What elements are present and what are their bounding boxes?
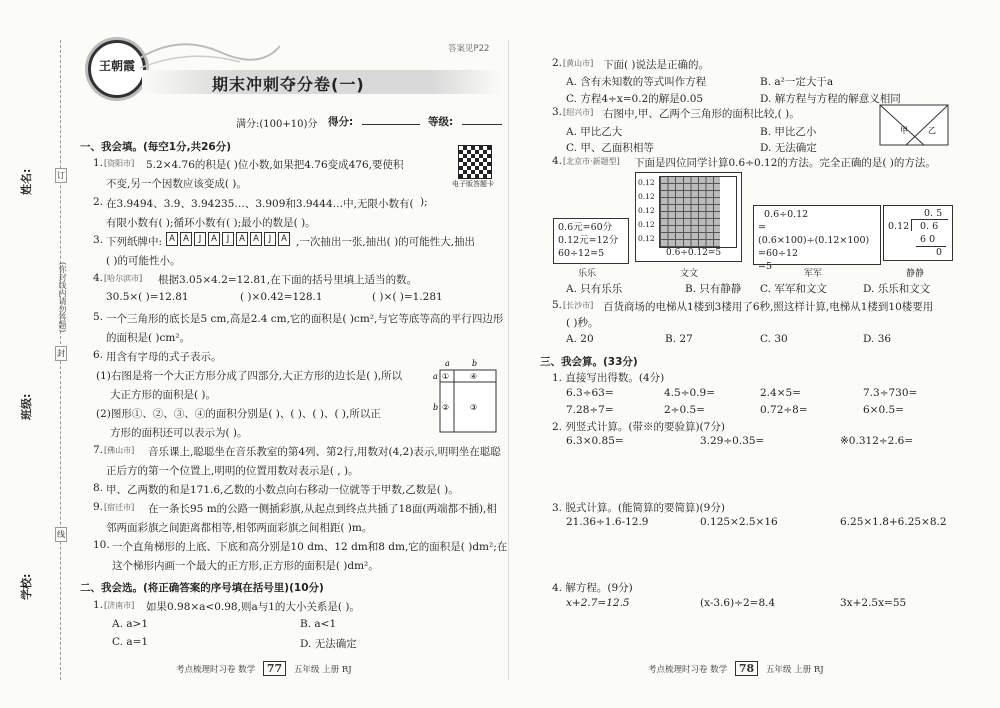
card: A (250, 232, 262, 246)
s2-q1-source: [济南市] (104, 601, 135, 610)
card: A (236, 232, 248, 246)
card: J (222, 232, 234, 246)
q10-num: 10. (93, 539, 110, 551)
method-lele-line: 0.6元=60分 (558, 222, 613, 233)
q6-line: 用含有字母的式子表示。 (106, 351, 222, 363)
q3-cards (166, 232, 290, 246)
q6-1-line-b: 大正方形的面积是( )。 (110, 389, 217, 401)
method-junjun-line: =60÷12 (758, 248, 799, 259)
q5-num: 5. (93, 311, 104, 323)
lowdiv-bracket (912, 219, 948, 220)
method-wenwen-eq: 0.6÷0.12=5 (666, 248, 722, 258)
method-jingjing (883, 205, 953, 261)
s2-q1-num: 1. (93, 599, 104, 611)
card: A (166, 232, 178, 246)
s3-p1-title: 1. 直接写出得数。(4分) (552, 372, 665, 384)
q5-line-b: 的面积是( )cm²。 (106, 332, 191, 344)
section3-title: 三、我会算。(33分) (540, 356, 638, 368)
s3-p2-item: ※0.312÷2.6= (840, 435, 914, 447)
s3-p3-item: 0.125×2.5×16 (700, 516, 778, 528)
s3-p3-title: 3. 脱式计算。(能简算的要简算)(9分) (552, 502, 725, 514)
binding-mark-3: 线 (55, 527, 67, 542)
name-wenwen: 文文 (680, 269, 699, 279)
s3-p2-item: 6.3×0.85= (566, 435, 624, 447)
q4-eq1: 30.5×( )=12.81 (106, 291, 189, 303)
margin-note: (你封线内请勿答题) (58, 262, 67, 333)
q7-num: 7. (93, 444, 104, 456)
brand-badge (88, 40, 146, 98)
s2-q2-opt-a[interactable]: A. 含有未知数的等式叫作方程 (566, 76, 707, 88)
s2-q5-source: [长沙市] (563, 301, 594, 310)
card: A (208, 232, 220, 246)
q9-source: [宿迁市] (104, 503, 135, 512)
s2-q4-source: [北京市·新题型] (563, 157, 620, 166)
s2-q3-opt-a[interactable]: A. 甲比乙大 (566, 126, 623, 138)
svg-text:b: b (433, 403, 439, 412)
method-lele-line: 60÷12=5 (558, 248, 605, 259)
s2-q5-opt-c[interactable]: C. 30 (760, 333, 788, 345)
grid-tick: 0.12 (638, 192, 655, 201)
s2-q5-opt-d[interactable]: D. 36 (863, 333, 892, 345)
s2-q1-opt-b[interactable]: B. a<1 (300, 618, 337, 630)
s2-q3-line: 右图中,甲、乙两个三角形的面积比较,( )。 (603, 108, 800, 120)
s2-q3-source: [绍兴市] (563, 108, 594, 117)
lowdiv-divisor: 0.12 (888, 221, 910, 232)
q6-1-line-a: (1)右图是将一个大正方形分成了四部分,大正方形的边长是( ),所以 (96, 370, 403, 382)
method-lele (553, 218, 629, 264)
method-lele-line: 0.12元=12分 (558, 235, 619, 246)
s3-p1-item: 7.28÷7= (566, 404, 614, 416)
svg-text:b: b (472, 359, 478, 368)
q4-source: [哈尔滨市] (104, 274, 143, 283)
s3-p1-item: 6×0.5= (863, 404, 904, 416)
s2-q2-opt-d[interactable]: D. 解方程与方程的解意义相同 (760, 93, 901, 105)
s2-q1-opt-a[interactable]: A. a>1 (112, 618, 148, 630)
method-junjun-line: =5 (758, 261, 773, 272)
q8-num: 8. (93, 482, 104, 494)
q2-line-b: 有限小数有( );循环小数有( );最小的数是( )。 (106, 217, 316, 229)
q7-line-b: 正后方的第一个位置上,明明的位置用数对表示是( , )。 (106, 465, 359, 477)
s3-p4-item: (x-3.6)÷2=8.4 (700, 597, 776, 609)
q3-num: 3. (93, 234, 104, 246)
q1-source: [资阳市] (104, 159, 135, 168)
s2-q1-opt-c[interactable]: C. a=1 (112, 636, 149, 648)
lowdiv-quotient: 0. 5 (924, 208, 943, 219)
page-number-left: 77 (263, 661, 286, 676)
s2-q3-num: 3. (552, 106, 563, 118)
q4-eq3: ( )×( )=1.281 (372, 291, 443, 303)
s2-q2-opt-c[interactable]: C. 方程4÷x=0.2的解是0.05 (566, 93, 704, 105)
grade-blank[interactable] (462, 124, 502, 125)
svg-text:a: a (445, 359, 450, 368)
s2-q5-opt-a[interactable]: A. 20 (566, 333, 594, 345)
svg-text:②: ② (442, 403, 450, 412)
svg-text:①: ① (442, 372, 450, 381)
q4-line-a: 根据3.05×4.2=12.81,在下面的括号里填上适当的数。 (158, 274, 418, 286)
grid-tick: 0.12 (638, 220, 655, 229)
s2-q2-line: 下面( )说法是正确的。 (603, 59, 710, 71)
s3-p2-item: 3.29÷0.35= (700, 435, 765, 447)
q9-line-a: 在一条长95 m的公路一侧插彩旗,从起点到终点共插了18面(两端都不插),相 (148, 503, 497, 515)
svg-text:乙: 乙 (928, 126, 936, 135)
s2-q1-opt-d[interactable]: D. 无法确定 (300, 638, 357, 650)
card: A (278, 232, 290, 246)
s3-p2-title: 2. 列竖式计算。(带※的要验算)(7分) (552, 421, 725, 433)
s2-q2-source: [黄山市] (563, 59, 594, 68)
s3-p4-title: 4. 解方程。(9分) (552, 582, 633, 594)
page-title: 期末冲刺夺分卷(一) (212, 75, 365, 94)
q1-line-a: 5.2×4.76的积是( )位小数,如果把4.76变成476,要使积 (146, 159, 404, 171)
q8-line: 甲、乙两数的和是171.6,乙数的小数点向右移动一位就等于甲数,乙数是( )。 (106, 484, 459, 496)
school-label: 学校: (20, 573, 33, 600)
q7-source: [佛山市] (104, 446, 135, 455)
s2-q2-num: 2. (552, 57, 563, 69)
s2-q5-num: 5. (552, 299, 563, 311)
name-junjun: 军军 (804, 269, 823, 279)
svg-text:a: a (433, 372, 438, 381)
s3-p3-item: 6.25×1.8+6.25×8.2 (840, 516, 947, 528)
page-number-right: 78 (735, 661, 758, 676)
answer-ref: 答案见P22 (448, 44, 490, 54)
footer-right (648, 661, 824, 676)
s2-q3-opt-b[interactable]: B. 甲比乙小 (760, 126, 817, 138)
q1-line-b: 不变,另一个因数应该变成( )。 (106, 178, 247, 190)
s2-q4-opt-c[interactable]: C. 军军和文文 (760, 283, 827, 295)
s2-q4-opt-b[interactable]: B. 只有静静 (685, 283, 742, 295)
card: A (180, 232, 192, 246)
lowdiv-remainder: 0 (936, 247, 943, 258)
s2-q4-num: 4. (552, 155, 563, 167)
section2-title: 二、我会选。(将正确答案的序号填在括号里)(10分) (80, 582, 324, 594)
svg-text:甲: 甲 (900, 126, 908, 135)
q7-line-a: 音乐课上,聪聪坐在音乐教室的第4列、第2行,用数对(4,2)表示,明明坐在聪聪 (148, 446, 501, 458)
s2-q1-line: 如果0.98×a<0.98,则a与1的大小关系是( )。 (146, 601, 360, 613)
name-jingjing: 静静 (906, 269, 925, 279)
binding-mark-1: 订 (55, 168, 67, 183)
q5-line-a: 一个三角形的底长是5 cm,高是2.4 cm,它的面积是( )cm²,与它等底等高的平行四边形 (106, 313, 504, 325)
s2-q5-opt-b[interactable]: B. 27 (665, 333, 693, 345)
footer-right-pre: 考点梳理时习卷 数学 (648, 665, 728, 675)
lowdiv-dividend: 0. 6 (920, 221, 939, 232)
q10-line-b: 这个梯形内画一个最大的正方形,正方形的面积是( )dm²。 (112, 560, 379, 572)
s2-q3-opt-d[interactable]: D. 无法确定 (760, 142, 817, 154)
q3-line-c: ( )的可能性小。 (106, 255, 181, 267)
qr-caption: 电子版答题卡 (452, 180, 494, 188)
score-blank[interactable] (362, 124, 420, 125)
s3-p1-item: 7.3÷730= (863, 387, 918, 399)
q6-2-line-a: (2)图形①、②、③、④的面积分别是( )、( )、( )、( ),所以正 (96, 408, 381, 420)
grid-tick-labels (638, 176, 655, 246)
s2-q4-opt-a[interactable]: A. 只有乐乐 (566, 283, 623, 295)
name-label: 姓名: (20, 168, 33, 195)
q3-line-b: ,一次抽出一张,抽出( )的可能性大,抽出 (296, 236, 476, 248)
qr-code[interactable] (458, 145, 492, 179)
full-score: 满分:(100+10)分 (236, 119, 318, 130)
footer-left-pre: 考点梳理时习卷 数学 (176, 665, 256, 675)
q1-num: 1. (93, 157, 104, 169)
q9-num: 9. (93, 501, 104, 513)
s3-p1-item: 6.3÷63= (566, 387, 614, 399)
method-junjun-line: 0.6÷0.12 (764, 209, 809, 220)
q9-line-b: 邻两面彩旗之间距离都相等,相邻两面彩旗之间相距( )m。 (106, 522, 373, 534)
method-junjun (753, 205, 881, 272)
lowdiv-product: 6 0 (920, 234, 936, 245)
s2-q5-line-b: ( )秒。 (566, 317, 599, 329)
card: J (194, 232, 206, 246)
q2-line-a: 在3.9494、3.9、3.94235…、3.909和3.9444…中,无限小数有( (106, 198, 414, 210)
section1-title: 一、我会填。(每空1分,共26分) (80, 141, 232, 153)
s2-q4-line: 下面是四位同学计算0.6÷0.12的方法。完全正确的是( )的方法。 (634, 157, 936, 169)
svg-text:③: ③ (470, 403, 478, 412)
footer-left (176, 661, 352, 676)
s3-p1-item: 0.72÷8= (760, 404, 808, 416)
name-lele: 乐乐 (578, 269, 597, 279)
q3-triangle-figure (878, 103, 952, 149)
page-divider (508, 40, 509, 680)
q4-num: 4. (93, 272, 104, 284)
q6-2-line-b: 方形的面积还可以表示为( )。 (110, 427, 248, 439)
s2-q4-opt-d[interactable]: D. 乐乐和文文 (863, 283, 931, 295)
grid-tick: 0.12 (638, 234, 655, 243)
q6-num: 6. (93, 349, 104, 361)
s2-q2-opt-b[interactable]: B. a²一定大于a (760, 76, 834, 88)
q2-num: 2. (93, 196, 104, 208)
footer-right-post: 五年级 上册 RJ (765, 665, 824, 675)
card: J (264, 232, 276, 246)
grid-tick: 0.12 (638, 178, 655, 187)
footer-left-post: 五年级 上册 RJ (293, 665, 352, 675)
brand-name: 王朝霞 (98, 59, 135, 73)
lowdiv-bracket-left (911, 219, 912, 231)
s2-q3-opt-c[interactable]: C. 甲、乙面积相等 (566, 142, 654, 154)
s3-p1-item: 2÷0.5= (664, 404, 705, 416)
q3-line-a: 下列纸牌中: (106, 236, 163, 248)
method-junjun-line: =(0.6×100)÷(0.12×100) (758, 222, 870, 246)
svg-text:④: ④ (470, 372, 478, 381)
q4-eq2: ( )×0.42=128.1 (240, 291, 323, 303)
s3-p1-item: 4.5÷0.9= (664, 387, 715, 399)
grid-tick: 0.12 (638, 206, 655, 215)
s3-p1-item: 2.4×5= (760, 387, 801, 399)
s3-p4-item: 3x+2.5x=55 (840, 597, 907, 609)
q2-line-a-close: ); (420, 196, 428, 208)
s3-p3-item: 21.36÷1.6-12.9 (566, 516, 649, 528)
score-label: 得分: (328, 116, 354, 128)
binding-mark-2: 封 (55, 346, 67, 361)
s2-q5-line-a: 百货商场的电梯从1楼到3楼用了6秒,照这样计算,电梯从1楼到10楼要用 (603, 301, 934, 313)
q10-line-a: 一个直角梯形的上底、下底和高分别是10 dm、12 dm和8 dm,它的面积是( )dm²;在 (112, 541, 508, 553)
grade-label: 等级: (428, 116, 454, 128)
q6-square-figure (432, 356, 504, 436)
hundred-grid (659, 176, 737, 248)
class-label: 班级: (20, 393, 33, 420)
s3-p4-item: x+2.7=12.5 (566, 597, 630, 609)
